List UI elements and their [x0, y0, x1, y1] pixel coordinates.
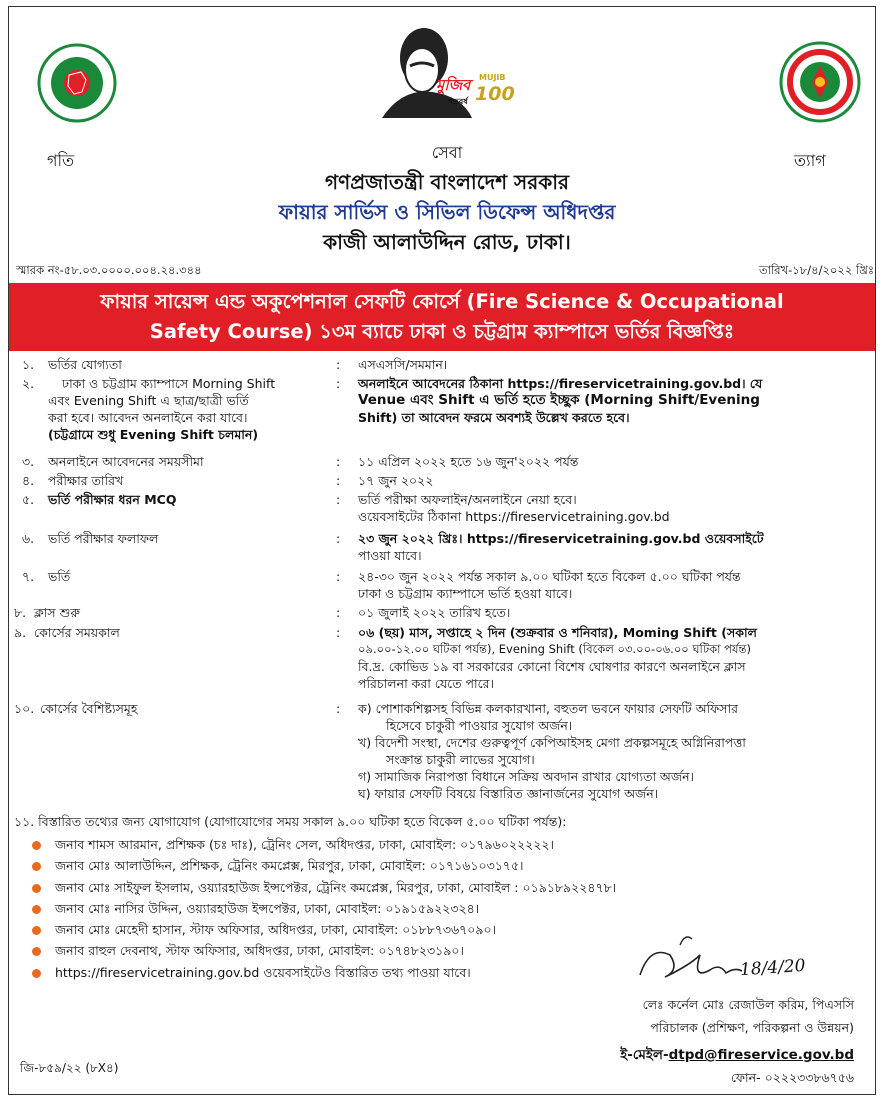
memo-date: তারিখ-১৮/৪/২০২২ খ্রিঃ	[759, 263, 874, 277]
email-link[interactable]: dtpd@fireservice.gov.bd	[668, 1047, 854, 1063]
contact-item: জনাব শামস আরমান, প্রশিক্ষক (চঃ দাঃ), ট্রেনিং সেল, অধিদপ্তর, ঢাকা, মোবাইল: ০১৭৯৬০২২২২২।	[32, 836, 554, 853]
item-label: অনলাইনে আবেদনের সময়সীমা	[48, 454, 204, 469]
item-label: ঢাকা ও চট্টগ্রাম ক্যাম্পাসে Morning Shift এবং Evening Shift এ ছাত্র/ছাত্রী ভর্তি করা হবে। আবেদন অনলাইনে করা যাবে। (চট্টগ্রামে শুধু Evening Shift চলমান)	[48, 376, 276, 442]
item-label: ভর্তি	[48, 569, 71, 584]
office-address: কাজী আলাউদ্দিন রোড, ঢাকা।	[323, 230, 571, 254]
contact-item: জনাব মোঃ আলাউদ্দিন, প্রশিক্ষক, ট্রেনিং কমপ্লেক্স, মিরপুর, ঢাকা, মোবাইল: ০১৭১৬১০৩১৭৫।	[32, 857, 524, 874]
item-label: কোর্সের সময়কাল	[34, 625, 120, 640]
memo-number: স্মারক নং-৫৮.০৩.০০০০.০০৪.২৪.৩৪৪	[16, 263, 202, 277]
item-number: ২.	[22, 376, 35, 391]
bullet-icon	[32, 841, 41, 850]
item-number: ৬.	[22, 531, 35, 546]
bullet-icon	[32, 884, 41, 893]
item-value: ভর্তি পরীক্ষা অফলাইন/অনলাইনে নেয়া হবে। ওয়েবসাইটের ঠিকানা https://fireservicetraining.gov.bd	[358, 492, 670, 524]
item-value: অনলাইনে আবেদনের ঠিকানা https://fireservicetraining.gov.bd। যে Venue এবং Shift এ ভর্তি হতে ইচ্ছুক (Morning Shift/Evening Shift) তা আবেদন ফরমে অবশ্যই উল্লেখ করতে হবে।	[358, 376, 763, 425]
item-label: কোর্সের বৈশিষ্ট্যসমূহ	[40, 701, 138, 716]
item-number: ৫.	[22, 492, 35, 507]
item-value: ০৬ (ছয়) মাস, সপ্তাহে ২ দিন (শুক্রবার ও শনিবার), Moming Shift (সকাল ০৯.০০-১২.০০ ঘটিকা পর্যন্ত), Evening Shift (বিকেল ০৩.০০-০৬.০০ ঘটিকা পর্যন্ত) বি.দ্র. কোভিড ১৯ বা সরকারের কোনো বিশেষ ঘোষণার কারণে অনলাইনে ক্লাস পরিচালনা করা যেতে পারে।	[358, 625, 757, 691]
bullet-icon	[32, 905, 41, 914]
bullet-icon	[32, 862, 41, 871]
item-number: ১০.	[14, 701, 35, 716]
contact-item: জনাব মোঃ মেহেদী হাসান, স্টাফ অফিসার, অধিদপ্তর, ঢাকা, মোবাইল: ০১৮৮৭৩৬৭০৯০।	[32, 921, 496, 938]
fire-service-emblem-logo	[778, 40, 862, 128]
mujib-en: MUJIB	[479, 73, 506, 82]
contact-item: জনাব মোঃ সাইফুল ইসলাম, ওয়্যারহাউজ ইন্সপেক্টর, ট্রেনিং কমপ্লেক্স, মিরপুর, ঢাকা, মোবাইল : ০১৯১৮৯২২৪৭৮।	[32, 879, 616, 896]
item-label: ভর্তি পরীক্ষার ফলাফল	[48, 531, 159, 546]
signatory-name: লেঃ কর্নেল মোঃ রেজাউল করিম, পিএসসি	[642, 997, 854, 1012]
government-seal-logo	[36, 42, 118, 128]
notice-title-banner	[9, 283, 875, 351]
contact-item: https://fireservicetraining.gov.bd ওয়েবসাইটেও বিস্তারিত তথ্য পাওয়া যাবে।	[32, 964, 471, 981]
item-value: এসএসসি/সমমান।	[358, 357, 448, 372]
item-number: ৯.	[14, 625, 27, 640]
bullet-icon	[32, 947, 41, 956]
mujib-sub: শতবর্ষ	[448, 97, 468, 106]
department-name: ফায়ার সার্ভিস ও সিভিল ডিফেন্স অধিদপ্তর	[278, 200, 616, 224]
item-label: ভর্তির যোগ্যতা	[48, 357, 122, 372]
signatory-phone: ফোন- ০২২২৩৩৮৬৭৫৬	[730, 1070, 854, 1085]
bullet-icon	[32, 926, 41, 935]
signature-date: 18/4/20	[739, 955, 807, 981]
item-number: ৭.	[22, 569, 35, 584]
item-number: ৪.	[22, 473, 35, 488]
motto-left: গতি	[47, 151, 75, 170]
item-label: ভর্তি পরীক্ষার ধরন MCQ	[48, 492, 177, 507]
mujib-text: মুজিব	[436, 76, 471, 94]
bullet-icon	[32, 969, 41, 978]
item-number: ৮.	[14, 605, 27, 620]
item-number: ৩.	[22, 454, 35, 469]
item-value: ১১ এপ্রিল ২০২২ হতে ১৬ জুন'২০২২ পর্যন্ত	[358, 454, 579, 469]
item-label: পরীক্ষার তারিখ	[48, 473, 124, 488]
contact-heading: ১১. বিস্তারিত তথ্যের জন্য যোগাযোগ (যোগাযোগের সময় সকাল ৯.০০ ঘটিকা হতে বিকেল ৫.০০ ঘটিকা পর্যন্ত):	[14, 814, 567, 829]
item-value: ০১ জুলাই ২০২২ তারিখ হতে।	[358, 605, 511, 620]
item-value: ২৩ জুন ২০২২ খ্রিঃ। https://fireservicetraining.gov.bd ওয়েবসাইটে পাওয়া যাবে।	[358, 531, 764, 563]
banner-line-2: Safety Course) ১৩ম ব্যাচে ঢাকা ও চট্টগ্রাম ক্যাম্পাসে ভর্তির বিজ্ঞপ্তিঃ	[149, 320, 735, 343]
banner-line-1: ফায়ার সায়েন্স এন্ড অকুপেশনাল সেফটি কোর্সে (Fire Science & Occupational	[100, 290, 784, 313]
government-name: গণপ্রজাতন্ত্রী বাংলাদেশ সরকার	[325, 170, 569, 194]
signatory-designation: পরিচালক (প্রশিক্ষণ, পরিকল্পনা ও উন্নয়ন)	[650, 1020, 854, 1035]
item-value: ২৪-৩০ জুন ২০২২ পর্যন্ত সকাল ৯.০০ ঘটিকা হতে বিকেল ৫.০০ ঘটিকা পর্যন্ত ঢাকা ও চট্টগ্রাম ক্যাম্পাসে ভর্তি হওয়া যাবে।	[358, 569, 741, 601]
item-number: ১.	[22, 357, 35, 372]
mujib-num: 100	[475, 83, 515, 105]
contact-item: জনাব মোঃ নাসির উদ্দিন, ওয়্যারহাউজ ইন্সপেক্টর, ঢাকা, মোবাইল: ০১৯১৫৯২২৩২৪।	[32, 900, 479, 917]
contact-item: জনাব রাহুল দেবনাথ, স্টাফ অফিসার, অধিদপ্তর, ঢাকা, মোবাইল: ০১৭৪৮২৩১৯০।	[32, 942, 464, 959]
item-value: ক) পোশাকশিল্পসহ বিভিন্ন কলকারখানা, বহুতল ভবনে ফায়ার সেফটি অফিসার হিসেবে চাকুরী পাওয়ার সুযোগ অর্জন। খ) বিদেশী সংস্থা, দেশের গুরুত্বপূর্ণ কেপিআইসহ মেগা প্রকল্পসমূহে অগ্নিনিরাপত্তা সংক্রান্ত চাকুরী লাভের সুযোগ। গ) সামাজিক নিরাপত্তা বিধানে সক্রিয় অবদান রাখার যোগ্যতা অর্জন। ঘ) ফায়ার সেফটি বিষয়ে বিস্তারিত জ্ঞানার্জনের সুযোগ অর্জন।	[358, 701, 746, 801]
signatory-email: ই-মেইল-dtpd@fireservice.gov.bd	[620, 1047, 854, 1063]
item-value: ১৭ জুন ২০২২	[358, 473, 434, 488]
motto-center: সেবা	[431, 143, 463, 162]
footer-code: জি-৮৫৯/২২ (৮X৪)	[20, 1061, 119, 1075]
mujib-100-logo	[362, 18, 515, 127]
motto-right: ত্যাগ	[794, 151, 826, 170]
item-label: ক্লাস শুরু	[34, 605, 80, 620]
